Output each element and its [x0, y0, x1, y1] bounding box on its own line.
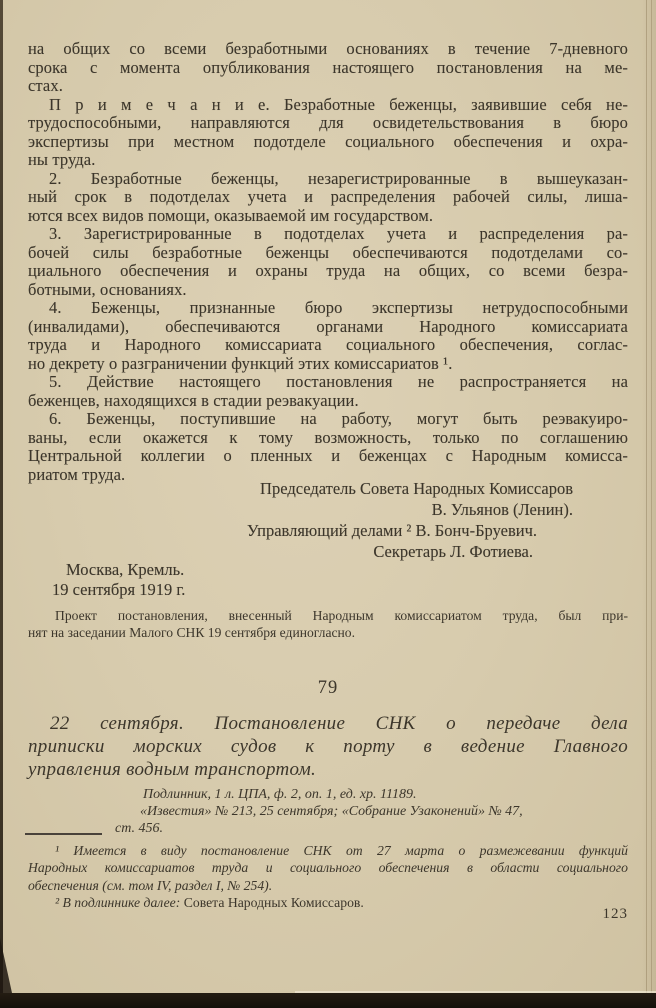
- body-line: экспертизы при местном подотделе социального обеспечения и охра-: [28, 131, 628, 151]
- body-line: 5. Действие настоящего постановления не распространяется на: [49, 372, 628, 391]
- body-line: 4. Беженцы, признанные бюро экспертизы нетрудоспособными: [49, 298, 628, 317]
- body-line: ны труда.: [28, 150, 96, 169]
- decree-heading-line: управления водным транспортом.: [28, 759, 317, 781]
- decree-heading: [28, 712, 628, 782]
- signature-line: Секретарь Л. Фотиева.: [373, 542, 533, 561]
- body-line: но декрету о разграничении функций этих комиссариатов ¹.: [28, 353, 453, 373]
- body-line: труда и Народного комиссариата социального обеспечения, соглас-: [28, 335, 628, 354]
- body-line: бочей силы безработные беженцы обеспечиваются подотделами со-: [28, 242, 628, 262]
- body-line: ются всех видов помощи, оказываемой им государством.: [28, 205, 434, 225]
- footnote-line: ¹ Имеется в виду постановление СНК от 27 марта о размежевании функций: [55, 843, 628, 858]
- body-line: трудоспособными, направляются для освидетельствования в бюро: [28, 113, 628, 132]
- signature-line: Управляющий делами ² В. Бонч-Бруевич.: [246, 521, 537, 540]
- dateline-line: Москва, Кремль.: [66, 560, 185, 579]
- body-line: 6. Беженцы, поступившие на работу, могут быть реэвакуиро-: [49, 409, 628, 428]
- decree-heading-line: 22 сентября. Постановление СНК о передаче дела: [50, 713, 628, 734]
- editorial-note: [28, 608, 628, 642]
- source-reference-line: ст. 456.: [115, 821, 163, 836]
- body-line: ботными, основаниях.: [28, 279, 187, 299]
- page-number: 123: [602, 906, 628, 922]
- footnote-separator: [25, 833, 102, 835]
- dateline-line: 19 сентября 1919 г.: [52, 579, 186, 599]
- footnote-line: обеспечения (см. том IV, раздел I, № 254).: [28, 877, 273, 893]
- decree-heading-line: приписки морских судов к порту в ведение Главного: [28, 736, 628, 758]
- bottom-scan-edge: [0, 993, 656, 1008]
- section-number: 79: [317, 678, 339, 698]
- source-reference-line: «Известия» № 213, 25 сентября; «Собрание Узаконений» № 47,: [140, 804, 523, 819]
- body-line: 3. Зарегистрированные в подотделах учета и распределения ра-: [49, 224, 628, 243]
- signature-block: [28, 478, 628, 562]
- body-line: ваны, если окажется к тому возможность, только по соглашению: [28, 427, 628, 447]
- editorial-note-line: Проект постановления, внесенный Народным комиссариатом труда, был при-: [55, 608, 628, 623]
- body-line: риатом труда.: [28, 464, 126, 484]
- body-line: ный срок в подотделах учета и распределения рабочей силы, лиша-: [28, 187, 628, 206]
- footnotes: [28, 842, 628, 911]
- body-line: П р и м е ч а н и е. Безработные беженцы, заявившие себя не-: [49, 94, 628, 114]
- signature-line: В. Ульянов (Ленин).: [431, 500, 573, 519]
- editorial-note-line: нят на заседании Малого СНК 19 сентября единогласно.: [28, 624, 356, 640]
- body-line: стах.: [28, 76, 63, 95]
- body-line: беженцев, находящихся в стадии реэвакуации.: [28, 390, 359, 410]
- body-line: 2. Безработные беженцы, незарегистрированные в вышеуказан-: [49, 168, 628, 188]
- dateline: [28, 560, 628, 599]
- signature-line: Председатель Совета Народных Комиссаров: [260, 479, 573, 498]
- footnote-line: Народных комиссариатов труда и социального обеспечения в области социального: [28, 860, 628, 876]
- book-spine-shadow: [0, 0, 3, 1008]
- bottom-left-corner-shadow: [0, 938, 12, 993]
- body-line: (инвалидами), обеспечиваются органами Народного комиссариата: [28, 316, 628, 336]
- body-line: циального обеспечения и охраны труда на общих, со всеми безра-: [28, 261, 628, 280]
- body-line: Центральной коллегии о пленных и беженцах с Народным комисса-: [28, 446, 628, 465]
- body-line: на общих со всеми безработными основаниях в течение 7-дневного: [28, 39, 628, 58]
- decree-body-text: [28, 40, 628, 484]
- source-reference: [28, 786, 628, 837]
- right-page-edge-lines: [642, 0, 656, 1008]
- body-line: срока с момента опубликования настоящего постановления на ме-: [28, 57, 628, 77]
- footnote-line: ² В подлиннике далее: Совета Народных Комиссаров.: [55, 894, 364, 910]
- source-reference-line: Подлинник, 1 л. ЦПА, ф. 2, оп. 1, ед. хр. 11189.: [143, 787, 417, 802]
